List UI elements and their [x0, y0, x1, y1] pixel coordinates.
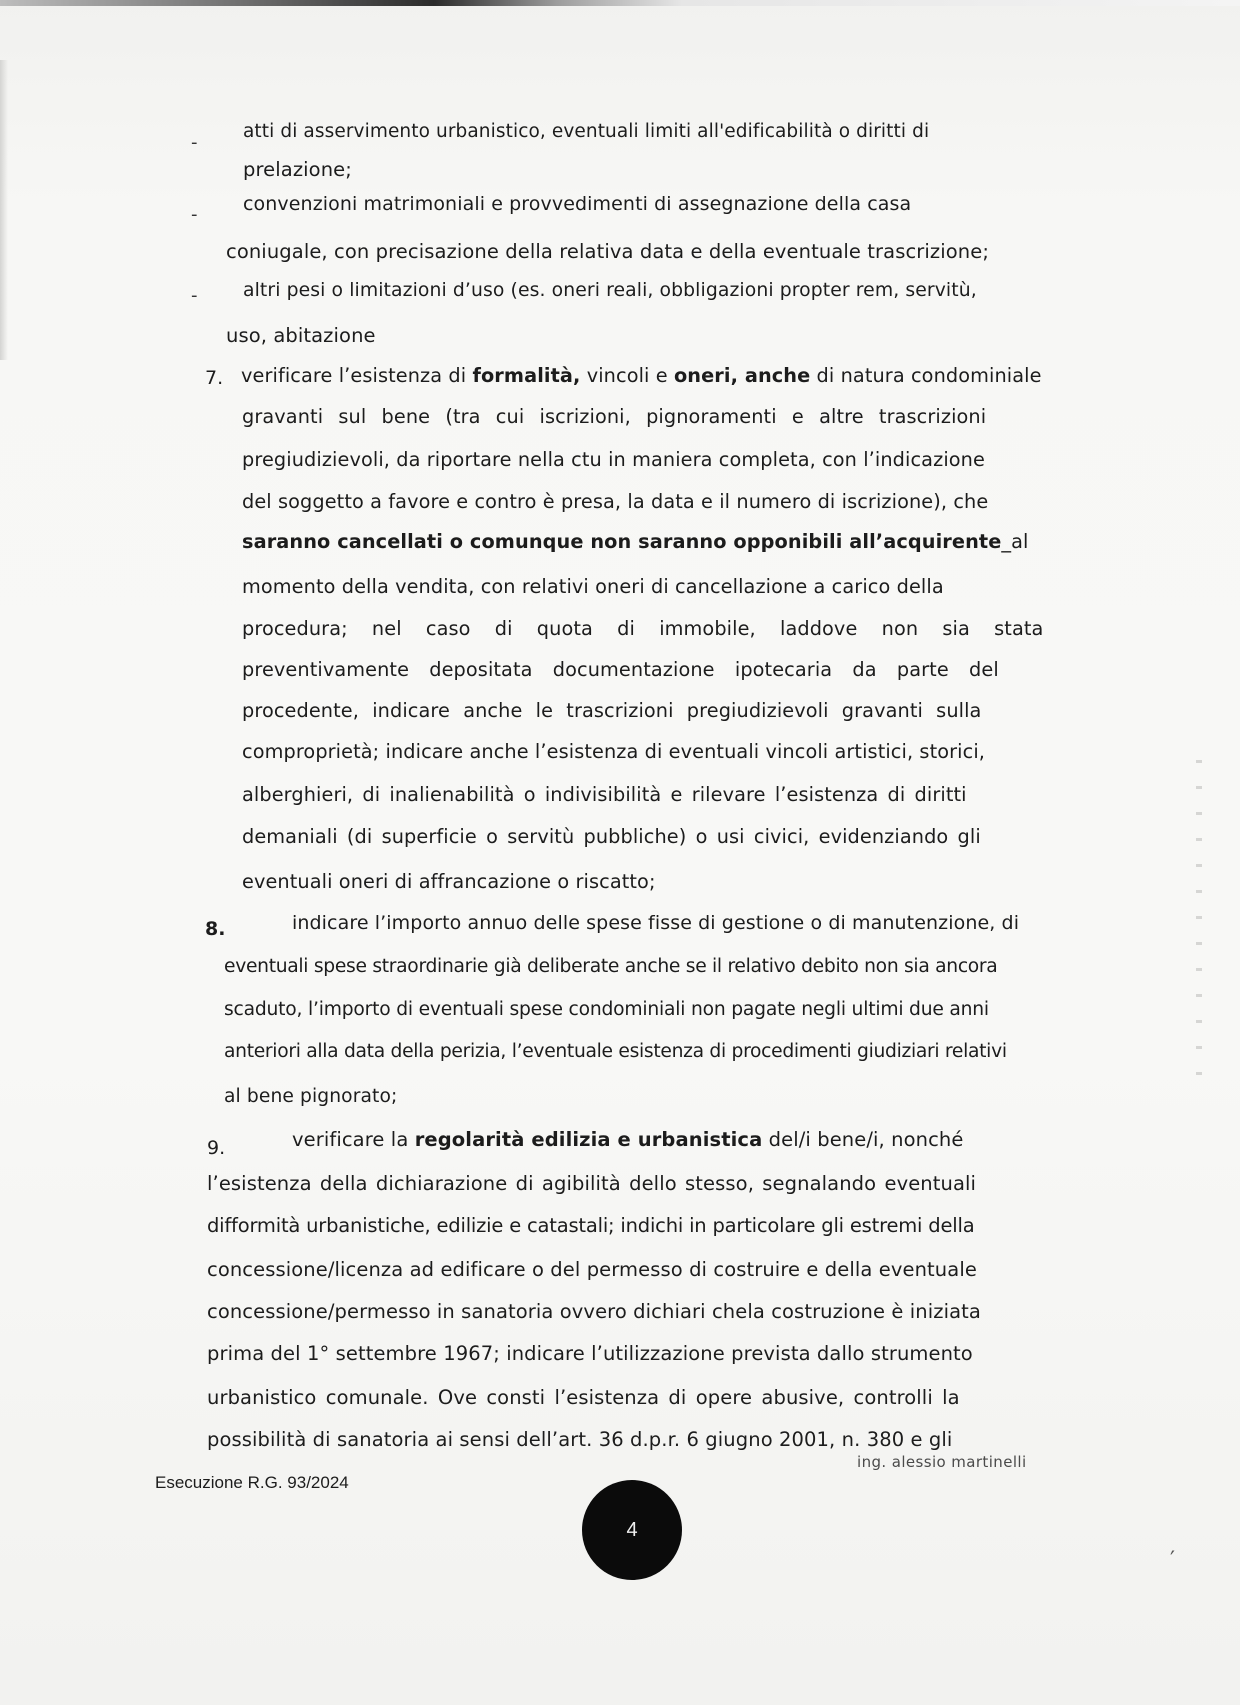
text-line: anteriori alla data della perizia, l’eventuale esistenza di procedimenti giudiziari relativi — [224, 1041, 1007, 1062]
text-line: pregiudizievoli, da riportare nella ctu in maniera completa, con l’indicazione — [242, 448, 985, 471]
bullet-dash: - — [191, 132, 198, 153]
text-line: procedura; nel caso di quota di immobile, laddove non sia stata — [242, 617, 1044, 640]
text-line: procedente, indicare anche le trascrizioni pregiudizievoli gravanti sulla — [242, 699, 982, 722]
text-line: prelazione; — [243, 158, 352, 181]
text-line: altri pesi o limitazioni d’uso (es. oneri reali, obbligazioni propter rem, servitù, — [243, 280, 977, 301]
page-number-badge — [582, 1480, 682, 1580]
text-line: preventivamente depositata documentazione ipotecaria da parte del — [242, 658, 999, 681]
text-line: convenzioni matrimoniali e provvedimenti di assegnazione della casa — [243, 193, 912, 215]
scan-top-edge — [0, 0, 1240, 6]
text-line: indicare l’importo annuo delle spese fisse di gestione o di manutenzione, di — [292, 912, 1020, 934]
text-line: l’esistenza della dichiarazione di agibilità dello stesso, segnalando eventuali — [207, 1172, 977, 1195]
text-line: verificare la regolarità edilizia e urbanistica del/i bene/i, nonché — [292, 1128, 964, 1151]
text-line: del soggetto a favore e contro è presa, la data e il numero di iscrizione), che — [242, 490, 989, 513]
text-line: prima del 1° settembre 1967; indicare l’utilizzazione prevista dallo strumento — [207, 1342, 973, 1365]
text-line: verificare l’esistenza di formalità, vincoli e oneri, anche di natura condominiale — [241, 364, 1042, 387]
item-number-8: 8. — [205, 918, 226, 940]
text-line: coniugale, con precisazione della relativa data e della eventuale trascrizione; — [226, 240, 990, 263]
author-name: ing. alessio martinelli — [857, 1453, 1027, 1471]
scan-left-shadow — [0, 60, 8, 360]
text-line: uso, abitazione — [226, 324, 376, 347]
case-reference: Esecuzione R.G. 93/2024 — [155, 1473, 349, 1492]
text-line: possibilità di sanatoria ai sensi dell’art. 36 d.p.r. 6 giugno 2001, n. 380 e gli — [207, 1428, 953, 1451]
text-line: eventuali spese straordinarie già deliberate anche se il relativo debito non sia ancora — [224, 956, 998, 977]
bullet-dash: - — [191, 204, 198, 225]
text-line: difformità urbanistiche, edilizie e catastali; indichi in particolare gli estremi della — [207, 1214, 975, 1237]
text-line: concessione/licenza ad edificare o del permesso di costruire e della eventuale — [207, 1258, 977, 1281]
scan-artifact: ′ — [1170, 1548, 1175, 1573]
bullet-dash: - — [191, 285, 198, 306]
text-line: saranno cancellati o comunque non saranno opponibili all’acquirente_al — [242, 530, 1029, 553]
text-line: atti di asservimento urbanistico, eventuali limiti all'edificabilità o diritti di — [243, 121, 930, 142]
text-line: momento della vendita, con relativi oneri di cancellazione a carico della — [242, 575, 944, 598]
text-line: demaniali (di superficie o servitù pubbliche) o usi civici, evidenziando gli — [242, 825, 981, 848]
text-line: al bene pignorato; — [224, 1086, 398, 1107]
item-number-9: 9. — [207, 1137, 226, 1159]
item-number-7: 7. — [205, 367, 224, 389]
text-line: urbanistico comunale. Ove consti l’esistenza di opere abusive, controlli la — [207, 1386, 960, 1409]
text-line: alberghieri, di inalienabilità o indivisibilità e rilevare l’esistenza di diritti — [242, 783, 967, 806]
page-number: 4 — [626, 1518, 638, 1541]
text-line: scaduto, l’importo di eventuali spese condominiali non pagate negli ultimi due anni — [224, 999, 989, 1020]
text-line: gravanti sul bene (tra cui iscrizioni, pignoramenti e altre trascrizioni — [242, 405, 987, 428]
text-line: comproprietà; indicare anche l’esistenza di eventuali vincoli artistici, storici, — [242, 740, 985, 763]
text-line: eventuali oneri di affrancazione o riscatto; — [242, 870, 656, 893]
text-line: concessione/permesso in sanatoria ovvero dichiari chela costruzione è iniziata — [207, 1300, 981, 1323]
scan-margin-marks — [1196, 760, 1202, 1090]
